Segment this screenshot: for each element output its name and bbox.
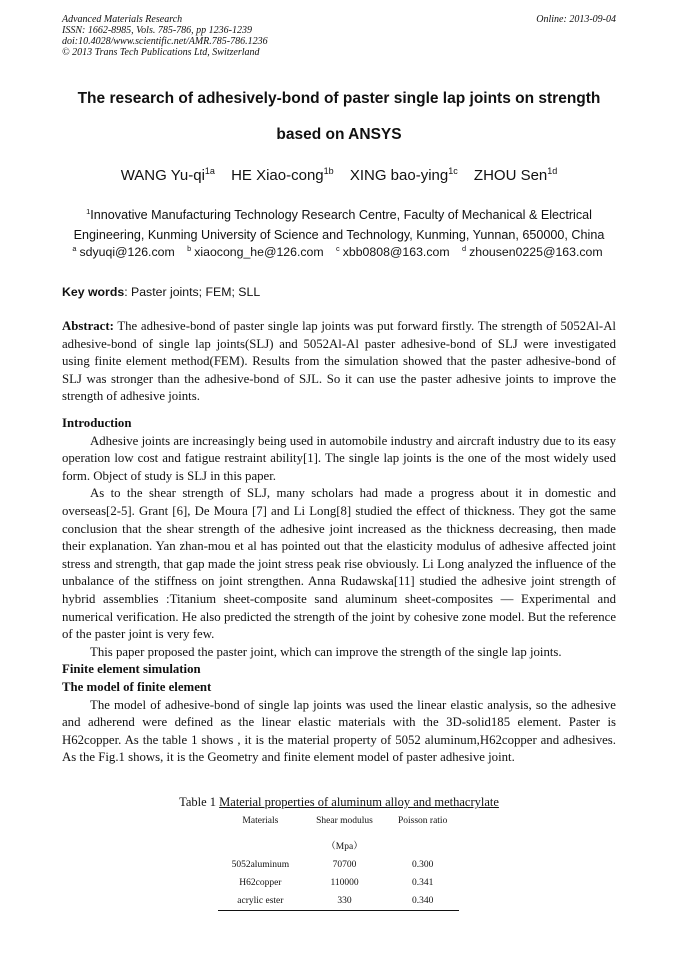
author: HE Xiao-cong$^{1b}$ (231, 166, 334, 184)
keywords (62, 285, 260, 299)
email-list (0, 244, 678, 259)
abstract (62, 318, 616, 406)
email[interactable]: $^a$ sdyuqi@126.com (72, 244, 175, 260)
affiliation: $^1$Innovative Manufacturing Technology Research Centre, Faculty of Mechanical & Electrical Engineering, Kunming University of Science and Technology, Kunming, Yunnan, 650000, China (73, 207, 605, 243)
journal-header (62, 14, 616, 58)
author: XING bao-ying$^{1c}$ (349, 166, 458, 184)
email[interactable]: $^d$ zhousen0225@163.com (462, 244, 603, 260)
table-row: H62copper 110000 0.341 (239, 878, 434, 888)
introduction-heading: Introduction (62, 416, 132, 430)
journal-name: Advanced Materials Research (62, 14, 183, 25)
doi: doi:10.4028/www.scientific.net/AMR.785-786.1236 (62, 36, 268, 47)
table-header: Materials (242, 816, 279, 826)
abstract-text: The adhesive-bond of paster single lap joints was put forward firstly. The strength of 5052Al-Al adhesive-bond of single lap joints(SLJ) and 5052Al-Al paster adhesive-bond of SLJ were investigated using finite element method(FEM). Results from the simulation showed that the paster adhesive-bond of SLJ was stronger than the adhesive-bond of SJL. So it can use the paster adhesive joints to improve the strength of adhesive joints. (62, 319, 616, 404)
issn: ISSN: 1662-8985, Vols. 785-786, pp 1236-1239 (62, 25, 252, 36)
table-row: acrylic ester 330 0.340 (218, 892, 459, 911)
email[interactable]: $^c$ xbb0808@163.com (336, 244, 450, 260)
email[interactable]: $^b$ xiaocong_he@126.com (187, 244, 324, 260)
author: ZHOU Sen$^{1d}$ (473, 166, 558, 184)
author-list (0, 166, 678, 184)
table-row: 5052aluminum 70700 0.300 (231, 860, 434, 870)
paper-title-line-2: based on ANSYS (276, 126, 402, 143)
table-header: Poisson ratio (397, 816, 448, 826)
paper-title-line-1: The research of adhesively-bond of paster single lap joints on strength (77, 90, 601, 107)
copyright: © 2013 Trans Tech Publications Ltd, Switzerland (62, 47, 260, 58)
intro-paragraph-3: This paper proposed the paster joint, which can improve the strength of the single lap joints. (90, 644, 562, 659)
table-header: Shear modulus (316, 816, 373, 826)
table-unit: （Mpa） (326, 842, 363, 852)
intro-paragraph-1: Adhesive joints are increasingly being used in automobile industry and aircraft industry due to its easy operation low cost and fatigue restraint ability[1]. The single lap joints is the one of the most widely used form. Object of study is SLJ in this paper. (62, 433, 616, 483)
online-date: Online: 2013-09-04 (536, 14, 616, 25)
introduction-section (62, 415, 616, 767)
author: WANG $Yu-qi^{1a}$ (120, 166, 215, 184)
fes-heading: Finite element simulation (62, 662, 201, 677)
keywords-text: : Paster joints; FEM; SLL (124, 285, 261, 299)
keywords-label: Key words (62, 285, 125, 299)
abstract-label: Abstract: (62, 319, 114, 333)
material-table (218, 812, 459, 911)
fes-paragraph: The model of adhesive-bond of single lap joints was used the linear elastic analysis, so the adhesive and adherend were defined as the linear elastic materials with the 3D-solid185 element. Paster is H62copper. As the table 1 shows , it is the material property of 5052 aluminum,H62copper and adhesives. As the Fig.1 shows, it is the Geometry and finite element model of paster adhesive joint. (62, 697, 616, 765)
fes-subheading: The model of finite element (62, 679, 212, 694)
intro-paragraph-2: As to the shear strength of SLJ, many scholars had made a progress about it in domestic and overseas[2-5]. Grant [6], De Moura [7] and Li Long[8] studied the effect of thickness. They got the same conclusion that the shear strength of the adhesive joint increased as the thickness decreasing, then made their explanation. Yan zhan-mou et al has pointed out that the elasticity modulus of adhesive affected joint stress and strength, that gap made the joint stress peak rise obviously. Li Long analyzed the influence of the unbalance of the stiffness on joint strengthen. Anna Rudawska[11] studied the adhesive joint strength of hybrid assemblies :Titanium sheet-composite sand aluminum sheet-composites — Experimental and numerical verification. He also predicted the strength of the joint by cohesive zone model. But the reference of the paster joint is very few. (62, 486, 616, 642)
table-caption: Table 1 Material properties of aluminum alloy and methacrylate (179, 795, 499, 809)
